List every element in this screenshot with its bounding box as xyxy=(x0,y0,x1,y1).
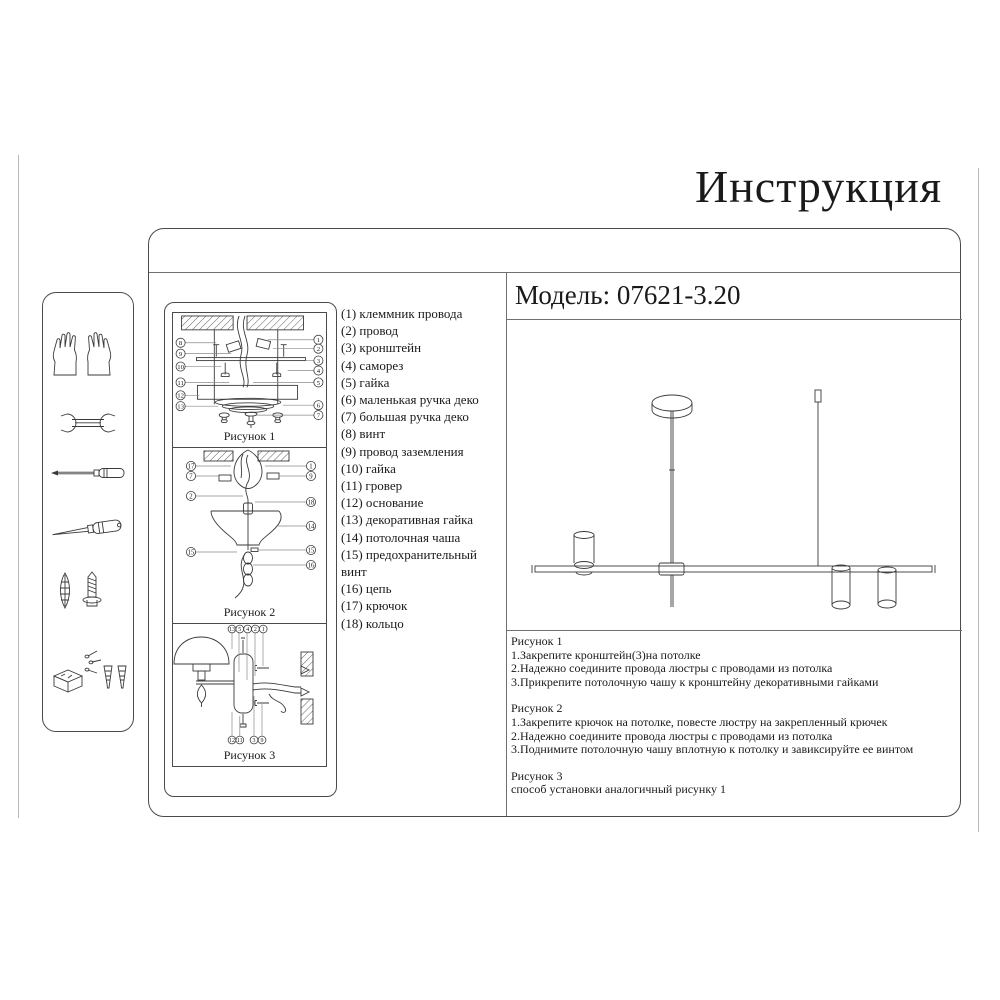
instruction-title: Рисунок 1 xyxy=(511,634,563,648)
callout-number: 4 xyxy=(246,627,250,634)
callout-number: 14 xyxy=(307,523,315,531)
callout-number: 1 xyxy=(316,337,321,345)
callout-number: 5 xyxy=(238,627,242,634)
part-item: (16) цепь xyxy=(341,581,392,597)
figure-3-panel xyxy=(172,623,327,767)
tools-panel xyxy=(42,292,134,732)
page-rule-left xyxy=(18,155,19,818)
sheet-header-strip xyxy=(149,229,960,273)
page-title: Инструкция xyxy=(694,161,942,212)
callout-number: 3 xyxy=(252,738,256,745)
callout-number: 17 xyxy=(187,463,195,471)
figure-3-caption: Рисунок 3 xyxy=(223,748,276,762)
callout-number: 10 xyxy=(177,363,184,371)
instruction-section-1 xyxy=(511,635,954,689)
part-item: (14) потолочная чаша xyxy=(341,529,461,545)
callout-number: 3 xyxy=(316,357,321,365)
instruction-step: 3.Поднимите потолочную чашу вплотную к потолку и завиксируйте ее винтом xyxy=(511,742,914,757)
parts-list xyxy=(341,305,504,632)
part-item: (11) гровер xyxy=(341,478,403,494)
callout-number: 9 xyxy=(309,473,313,481)
callout-number: 2 xyxy=(189,493,193,501)
figure-3-drawing xyxy=(173,624,326,748)
page-rule-right xyxy=(978,168,979,832)
instruction-step: 1.Закрепите кронштейн(3)на потолке xyxy=(511,647,701,662)
flat-screwdriver-icon xyxy=(48,465,128,481)
part-item: (1) клеммник провода xyxy=(341,306,463,321)
callout-number: 13 xyxy=(229,627,235,634)
gloves-icon xyxy=(48,328,128,380)
callout-number: 1 xyxy=(261,627,265,634)
part-item: (12) основание xyxy=(341,495,424,511)
part-item: (2) провод xyxy=(341,323,399,339)
instruction-title: Рисунок 3 xyxy=(511,768,563,783)
figure-2-drawing xyxy=(173,448,326,605)
part-item: (5) гайка xyxy=(341,374,390,390)
callout-number: 12 xyxy=(177,392,184,400)
part-item: (3) кронштейн xyxy=(341,340,422,356)
callout-number: 6 xyxy=(316,402,321,410)
callout-number: 13 xyxy=(177,403,184,411)
lamp-drawing-area xyxy=(507,320,962,630)
callout-number: 18 xyxy=(307,499,315,507)
figure-1-drawing xyxy=(173,313,326,429)
figures-column xyxy=(164,302,337,797)
callout-number: 7 xyxy=(316,412,321,420)
figure-1-panel xyxy=(172,312,327,448)
wrench-icon xyxy=(48,410,128,436)
anchor-and-screw-icon xyxy=(48,570,128,614)
instruction-step: 2.Надежно соедините провода люстры с проводами из потолка xyxy=(511,728,833,743)
figure-1-caption: Рисунок 1 xyxy=(223,429,276,443)
lamp-drawing xyxy=(507,320,962,630)
instruction-step: 3.Прикрепите потолочную чашу к кронштейну декоративными гайками xyxy=(511,674,879,689)
instructions-block xyxy=(507,630,962,797)
instruction-section-3 xyxy=(511,770,954,797)
instruction-section-2 xyxy=(511,702,954,756)
callout-number: 9 xyxy=(260,738,264,745)
phillips-screwdriver-icon xyxy=(48,511,128,541)
right-panel xyxy=(507,272,962,818)
callout-number: 15 xyxy=(187,549,195,557)
part-item: (8) винт xyxy=(341,426,386,442)
instruction-step: 2.Надежно соедините провода люстры с проводами из потолка xyxy=(511,661,833,676)
part-item: (10) гайка xyxy=(341,460,396,476)
model-label: Модель: 07621-3.20 xyxy=(507,272,962,320)
callout-number: 15 xyxy=(307,547,315,555)
callout-number: 2 xyxy=(316,346,321,354)
callout-number: 16 xyxy=(307,562,315,570)
callout-number: 4 xyxy=(316,367,321,375)
callout-number: 9 xyxy=(178,351,183,359)
callout-number: 2 xyxy=(253,627,257,634)
figure-2-panel xyxy=(172,447,327,624)
callout-number: 7 xyxy=(189,473,193,481)
instruction-sheet xyxy=(148,228,961,817)
part-item: (4) саморез xyxy=(341,357,404,373)
part-item: (7) большая ручка деко xyxy=(341,409,469,425)
part-item: (18) кольцо xyxy=(341,615,404,631)
callout-number: 11 xyxy=(177,379,184,387)
part-item: (15) предохранительный винт xyxy=(341,546,477,580)
instruction-step: 1.Закрепите крючок на потолке, повесте люстру на закрепленный крючек xyxy=(511,714,888,729)
instruction-step: способ установки аналогичный рисунку 1 xyxy=(511,782,726,797)
fasteners-icon xyxy=(48,644,128,696)
part-item: (9) провод заземления xyxy=(341,443,464,459)
figure-2-caption: Рисунок 2 xyxy=(223,605,276,619)
part-item: (13) декоративная гайка xyxy=(341,512,474,528)
callout-number: 1 xyxy=(309,463,313,471)
part-item: (6) маленькая ручка деко xyxy=(341,392,479,408)
callout-number: 12 xyxy=(229,738,235,745)
callout-number: 5 xyxy=(316,379,321,387)
callout-number: 8 xyxy=(178,340,183,348)
instruction-title: Рисунок 2 xyxy=(511,701,563,716)
callout-number: 11 xyxy=(236,738,243,745)
part-item: (17) крючок xyxy=(341,598,408,614)
